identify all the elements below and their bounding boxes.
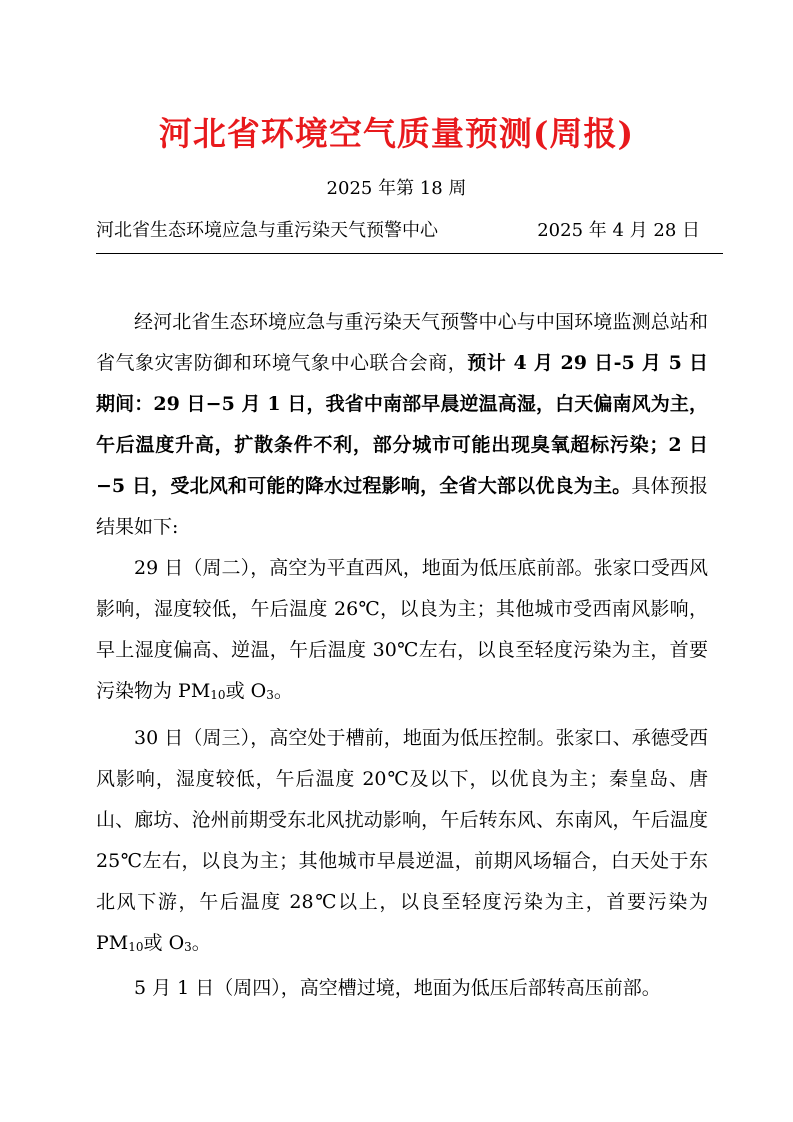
day-29-end: 。 <box>273 680 293 702</box>
issue-number: 2025 年第 18 周 <box>326 178 467 199</box>
day-30-text: 30 日（周三），高空处于槽前，地面为低压控制。张家口、承德受西风影响，湿度较低，午后温度 20℃及以下，以优良为主；秦皇岛、唐山、廊坊、沧州前期受东北风扰动影响，午后转东风、东南风，午后温度 25℃左右，以良为主；其他城市早晨逆温，前期风场辐合，白天处于东北风下游，午后温度 28℃以上，以良至轻度污染为主，首要污染为 PM <box>96 727 708 954</box>
paragraph-summary <box>96 302 708 548</box>
pm-subscript: 10 <box>210 688 226 702</box>
may-1-text: 5 月 1 日（周四），高空槽过境，地面为低压后部转高压前部。 <box>134 977 661 999</box>
issue-date: 2025 年 4 月 28 日 <box>537 220 700 241</box>
day-30-end: 。 <box>191 932 211 954</box>
header-divider <box>96 253 723 254</box>
day-29-text: 29 日（周二），高空为平直西风，地面为低压底前部。张家口受西风影响，湿度较低，午后温度 26℃，以良为主；其他城市受西南风影响，早上湿度偏高、逆温，午后温度 30℃左右，以良至轻度污染为主，首要污染物为 PM <box>96 557 708 702</box>
o3-subscript: 3 <box>266 688 274 702</box>
summary-tail: 具体预报结果如下: <box>96 475 708 538</box>
summary-lead: 经河北省生态环境应急与重污染天气预警中心与中国环境监测总站和省气象灾害防御和环境气象中心联合会商， <box>96 311 708 374</box>
paragraph-day-30 <box>96 718 708 964</box>
report-title: 河北省环境空气质量预测(周报) <box>158 114 635 153</box>
paragraph-day-29 <box>96 548 708 712</box>
day-29-mid: 或 O <box>225 680 267 702</box>
o3-subscript: 3 <box>184 940 192 954</box>
day-30-mid: 或 O <box>143 932 185 954</box>
paragraph-may-1 <box>96 968 708 1009</box>
report-body <box>96 302 708 1009</box>
summary-forecast-bold: 预计 4 月 29 日-5 月 5 日期间：29 日−5 月 1 日，我省中南部早晨逆温高湿，白天偏南风为主，午后温度升高，扩散条件不利，部分城市可能出现臭氧超标污染；2 日−5 日，受北风和可能的降水过程影响，全省大部以优良为主。 <box>96 352 708 497</box>
issuing-department: 河北省生态环境应急与重污染天气预警中心 <box>96 220 438 241</box>
pm-subscript: 10 <box>128 940 144 954</box>
